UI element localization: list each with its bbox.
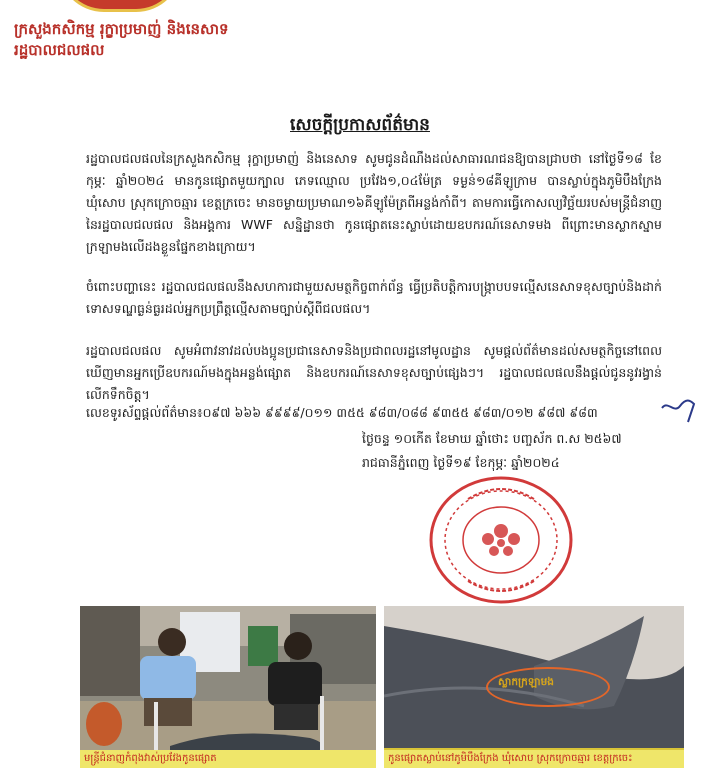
place-and-date: រាជធានីភ្នំពេញ ថ្ងៃទី១៩ ខែកុម្ភៈ ឆ្នាំ២០២៤ [362,455,560,470]
photo-caption-left: មន្ត្រីជំនាញកំពុងវាស់ប្រវែងកូនផ្សោត [80,750,376,768]
body-paragraph-2: ចំពោះបញ្ហានេះ រដ្ឋបាលជលផលនឹងសហការជាមួយសមត្ថកិច្ចពាក់ព័ន្ធ ធ្វើប្រតិបត្តិការបង្ក្រាបបទល្មើសនេសាទខុសច្បាប់និងដាក់ទោសទណ្ឌធ្ងន់ធ្ងរដល់អ្នកប្រព្រឹត្តល្មើសតាមច្បាប់ស្ដីពីជលផល។ [86,279,662,316]
ministry-header [14,20,229,60]
signature-mark [660,396,700,426]
net-mark-label: ស្លាកក្រឡាមង [498,676,554,688]
photo-caption-right: កូនផ្សោតស្លាប់នៅភូមិបឹងក្រែង ឃុំសោប ស្រុកក្រោចឆ្មារ ខេត្តក្រចេះ [384,750,684,768]
document-title: សេចក្ដីប្រកាសព័ត៌មាន [290,115,430,135]
hotline-numbers: លេខទូរស័ព្ទផ្ដល់ព័ត៌មាន៖០៩៧ ៦៦៦ ៩៩៩៩/០១១ ៣៥៥ ៩៨៣/០៨៨ ៩៣៥៥ ៩៨៣/០១២ ៩៨៧ ៩៨៣ [86,405,598,420]
body-paragraph-1: រដ្ឋបាលជលផលនៃក្រសួងកសិកម្ម រុក្ខាប្រមាញ់ និងនេសាទ សូមជូនដំណឹងដល់សាធារណជនឱ្យបានជ្រាបថា នៅថ្ងៃទី១៨ ខែកុម្ភៈ ឆ្នាំ២០២៤ មានកូនផ្សោតមួយក្បាល ភេទឈ្មោល ប្រវែង១,០៤ម៉ែត្រ ទម្ងន់១៨គីឡូក្រាម បានស្លាប់ក្នុងភូមិបឹងក្រែង ឃុំសោប ស្រុកក្រោចឆ្មារ ខេត្តក្រចេះ មានចម្ងាយប្រមាណ១៦គីឡូម៉ែត្រពីអន្លង់កាំពី។ តាមការធ្វើកោសល្យវិច្ឆ័យរបស់មន្ត្រីជំនាញនៃរដ្ឋបាលជលផល និងអង្គការ WWF សន្និដ្ឋានថា កូនផ្សោតនេះស្លាប់ដោយឧបករណ៍នេសាទមង ពីព្រោះមានស្លាកស្នាមក្រឡាមងលើដងខ្លួនផ្នែកខាងក្រោយ។ [86,151,662,254]
official-seal [428,475,574,605]
photo-officials-measuring [80,606,376,768]
photo-scene-illustration [80,606,376,768]
ministry-name: ក្រសួងកសិកម្ម រុក្ខាប្រមាញ់ និងនេសាទ [14,20,229,38]
lunar-date: ថ្ងៃចន្ទ ១០កើត ខែមាឃ ឆ្នាំថោះ បញ្ចស័ក ព.ស ២៥៦៧ [362,431,622,446]
body-paragraph-3: រដ្ឋបាលជលផល សូមអំពាវនាវដល់បងប្អូនប្រជានេសាទនិងប្រជាពលរដ្ឋនៅមូលដ្ឋាន សូមផ្ដល់ព័ត៌មានដល់សមត្ថកិច្ចនៅពេលឃើញមានអ្នកប្រើឧបករណ៍មងក្នុងអន្លង់ផ្សោត និងឧបករណ៍នេសាទខុសច្បាប់ផ្សេងៗ។ រដ្ឋបាលជលផលនឹងផ្ដល់ជូននូវរង្វាន់លើកទឹកចិត្ត។ [86,343,662,402]
ministry-emblem [58,0,182,12]
department-name: រដ្ឋបាលជលផល [14,41,105,59]
